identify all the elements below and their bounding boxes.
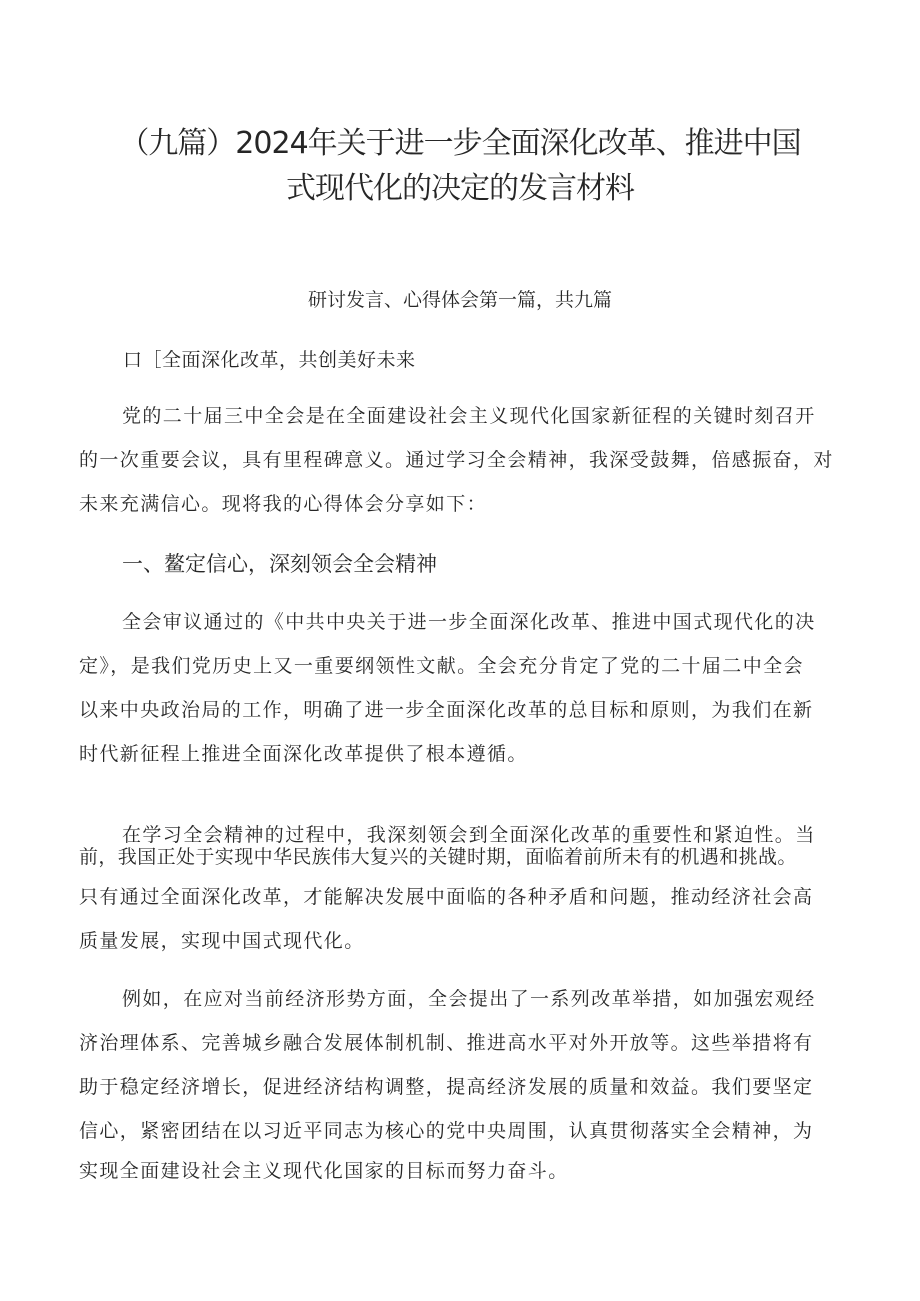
document-title-line-1: （九篇）2024年关于进一步全面深化改革、推进中国 [119, 126, 801, 161]
intro-line-1: 党的二十届三中全会是在全面建设社会主义现代化国家新征程的关键时刻召开 [122, 405, 816, 427]
document-title-line-2: 式现代化的决定的发言材料 [286, 171, 634, 206]
paragraph-2-line-2: 前，我国正处于实现中华民族伟大复兴的关键时期，面临着前所未有的机遇和挑战。 [79, 846, 797, 868]
section-heading-1: 一、鳌定信心，深刻领会全会精神 [122, 552, 437, 576]
document-subtitle: 研讨发言、心得体会第一篇，共九篇 [307, 289, 612, 311]
paragraph-3-line-2: 济治理体系、完善城乡融合发展体制机制、推进高水平对外开放等。这些举措将有 [79, 1032, 814, 1054]
paragraph-1-line-1: 全会审议通过的《中共中央关于进一步全面深化改革、推进中国式现代化的决 [122, 611, 816, 633]
paragraph-1-line-3: 以来中央政治局的工作，明确了进一步全面深化改革的总目标和原则，为我们在新 [79, 699, 814, 721]
intro-line-2: 的一次重要会议，具有里程碑意义。通过学习全会精神，我深受鼓舞，倍感振奋，对 [79, 449, 834, 471]
paragraph-3-line-3: 助于稳定经济增长，促进经济结构调整，提高经济发展的质量和效益。我们要坚定 [79, 1076, 814, 1098]
paragraph-2-line-1: 在学习全会精神的过程中，我深刻领会到全面深化改革的重要性和紧迫性。当 [122, 824, 816, 846]
paragraph-3-line-5: 实现全面建设社会主义现代化国家的目标而努力奋斗。 [79, 1160, 569, 1182]
paragraph-1-line-2: 定》，是我们党历史上又一重要纲领性文献。全会充分肯定了党的二十届二中全会 [79, 655, 804, 677]
paragraph-1-line-4: 时代新征程上推进全面深化改革提供了根本遵循。 [79, 743, 528, 765]
paragraph-2-line-4: 质量发展，实现中国式现代化。 [79, 930, 365, 952]
paragraph-2-line-3: 只有通过全面深化改革，才能解决发展中面临的各种矛盾和问题，推动经济社会高 [79, 886, 814, 908]
paragraph-3-line-4: 信心，紧密团结在以习近平同志为核心的党中央周围，认真贯彻落实全会精神，为 [79, 1120, 814, 1142]
section-marker-line: 口［全面深化改革，共创美好未来 [123, 349, 416, 371]
intro-line-3: 未来充满信心。现将我的心得体会分享如下： [79, 493, 488, 515]
paragraph-3-line-1: 例如，在应对当前经济形势方面，全会提出了一系列改革举措，如加强宏观经 [122, 988, 816, 1010]
